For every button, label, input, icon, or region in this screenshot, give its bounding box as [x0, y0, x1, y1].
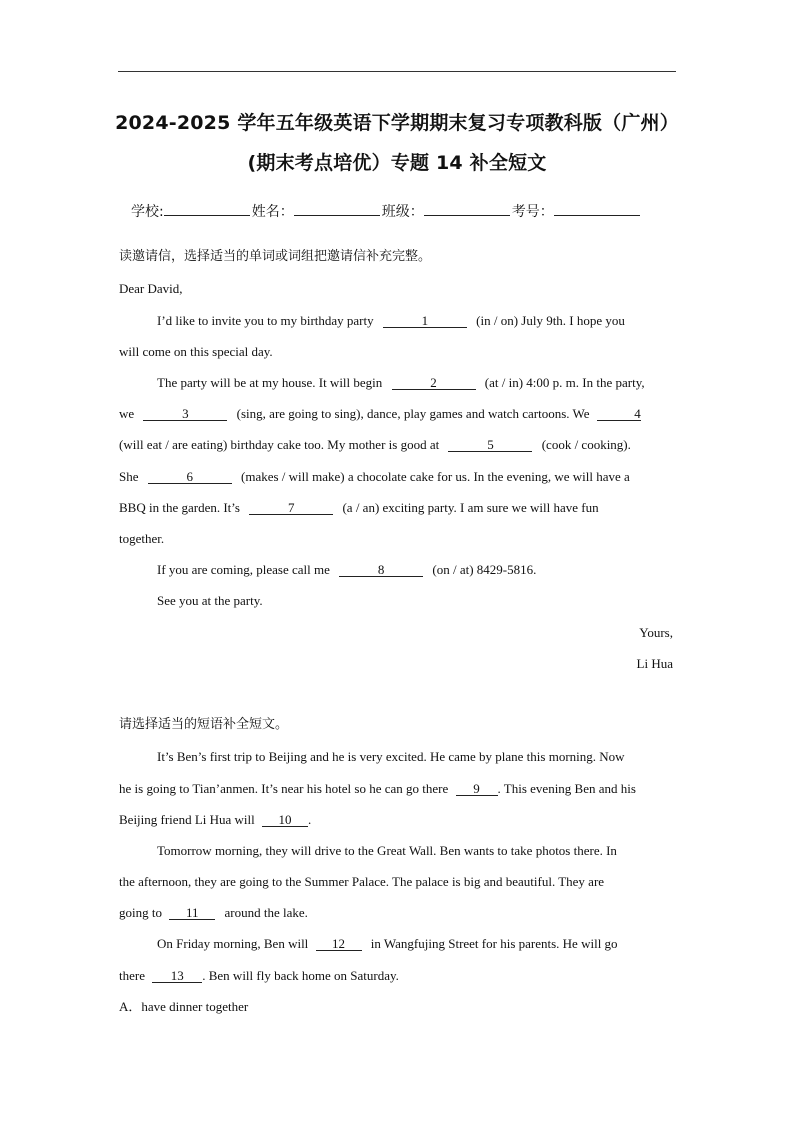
paragraph-line: It’s Ben’s first trip to Beijing and he is very excited. He came by plane this morning. Now: [157, 749, 625, 764]
name-label: 姓名：: [251, 204, 294, 220]
class-label: 班级：: [381, 204, 424, 220]
paragraph-line: Beijing friend Li Hua will 10 .: [119, 812, 312, 827]
blank-10[interactable]: 10: [262, 813, 308, 827]
exam-no-label: 考号：: [511, 204, 554, 220]
paragraph-line: She 6 (makes / will make) a chocolate cake for us. In the evening, we will have a: [119, 469, 630, 484]
blank-12[interactable]: 12: [316, 937, 362, 951]
blank-4[interactable]: 4: [597, 407, 641, 421]
letter-closing: Yours,: [639, 625, 673, 640]
blank-3[interactable]: 3: [143, 407, 227, 421]
paragraph-line: will come on this special day.: [119, 344, 273, 359]
letter-greeting: Dear David,: [119, 281, 183, 296]
paragraph-line: there 13 . Ben will fly back home on Saturday.: [119, 968, 399, 983]
paragraph-line: If you are coming, please call me 8 (on / at) 8429-5816.: [157, 562, 537, 577]
paragraph-line: we 3 (sing, are going to sing), dance, play games and watch cartoons. We 4: [119, 406, 641, 421]
section1-instruction: 读邀请信，选择适当的单词或词组把邀请信补充完整。: [119, 249, 432, 264]
blank-8[interactable]: 8: [339, 563, 423, 577]
paragraph-line: (will eat / are eating) birthday cake too. My mother is good at 5 (cook / cooking).: [119, 437, 631, 452]
header-rule: [118, 71, 676, 72]
paragraph-line: The party will be at my house. It will begin 2 (at / in) 4:00 p. m. In the party,: [157, 375, 645, 390]
blank-5[interactable]: 5: [448, 438, 532, 452]
blank-11[interactable]: 11: [169, 906, 215, 920]
blank-7[interactable]: 7: [249, 501, 333, 515]
paragraph-line: See you at the party.: [157, 593, 263, 608]
school-field[interactable]: [164, 201, 250, 216]
student-info-row: [131, 201, 642, 221]
paragraph-line: going to 11 around the lake.: [119, 905, 308, 920]
paragraph-line: together.: [119, 531, 165, 546]
blank-9[interactable]: 9: [456, 782, 498, 796]
paragraph-line: he is going to Tian’anmen. It’s near his hotel so he can go there 9 . This evening Ben and his: [119, 781, 636, 796]
name-field[interactable]: [294, 201, 380, 216]
paragraph-line: the afternoon, they are going to the Summer Palace. The palace is big and beautiful. They are: [119, 874, 605, 889]
paragraph-line: Tomorrow morning, they will drive to the Great Wall. Ben wants to take photos there. In: [157, 843, 617, 858]
blank-13[interactable]: 13: [152, 969, 202, 983]
blank-2[interactable]: 2: [392, 376, 476, 390]
letter-signature: Li Hua: [636, 656, 673, 671]
school-label: 学校:: [131, 204, 164, 220]
page-subtitle: (期末考点培优）专题 14 补全短文: [247, 152, 547, 174]
page-title: 2024-2025 学年五年级英语下学期期末复习专项教科版（广州）: [115, 112, 679, 134]
exam-no-field[interactable]: [554, 201, 640, 216]
section2-instruction: 请选择适当的短语补全短文。: [119, 717, 289, 732]
blank-6[interactable]: 6: [148, 470, 232, 484]
paragraph-line: On Friday morning, Ben will 12 in Wangfujing Street for his parents. He will go: [157, 936, 618, 951]
class-field[interactable]: [424, 201, 510, 216]
option-a: A．have dinner together: [119, 999, 249, 1014]
paragraph-line: I’d like to invite you to my birthday party 1 (in / on) July 9th. I hope you: [157, 313, 625, 328]
blank-1[interactable]: 1: [383, 314, 467, 328]
paragraph-line: BBQ in the garden. It’s 7 (a / an) exciting party. I am sure we will have fun: [119, 500, 599, 515]
